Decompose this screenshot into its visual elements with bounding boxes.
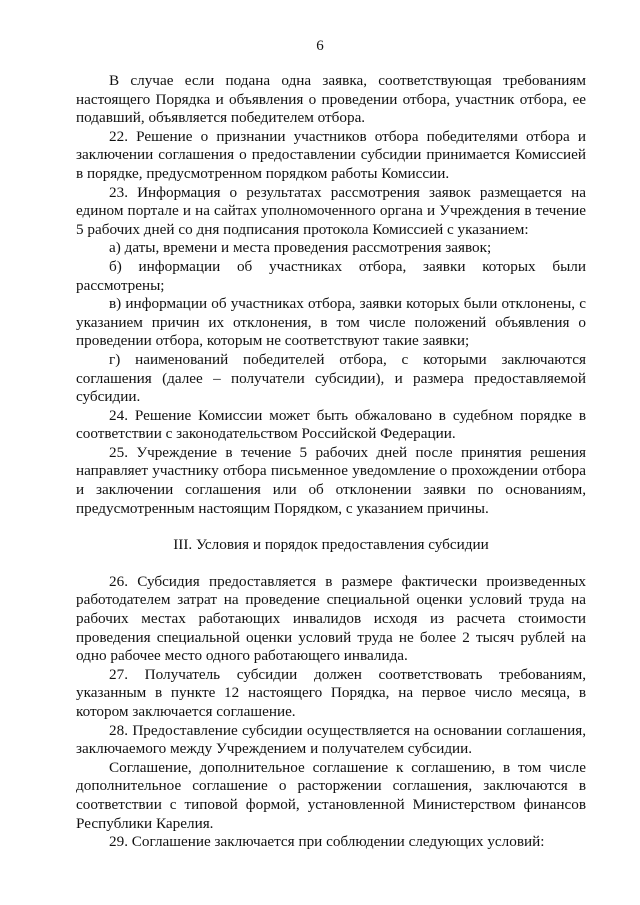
paragraph-23-item-v: в) информации об участниках отбора, заявки которых были отклонены, с указанием причин их отклонения, в том числе положений объявления о проведении отбора, которым не соответствуют такие заявки;	[76, 295, 586, 350]
paragraph-22: 22. Решение о признании участников отбора победителями отбора и заключении соглашения о предоставлении субсидии принимается Комиссией в порядке, предусмотренном порядком работы Комиссии.	[76, 127, 586, 182]
paragraph-23-item-g: г) наименований победителей отбора, с которыми заключаются соглашения (далее – получатели субсидии), и размера предоставляемой субсидии.	[76, 350, 586, 406]
page-number: 6	[316, 38, 324, 54]
paragraph-agreement: Соглашение, дополнительное соглашение к соглашению, в том числе дополнительное соглашение о расторжении соглашения, заключаются в соответствии с типовой формой, установленной Министерством финансов Республики Карелия.	[76, 758, 586, 832]
paragraph-26: 26. Субсидия предоставляется в размере фактически произведенных работодателем затрат на проведение специальной оценки условий труда на рабочих местах работающих инвалидов исходя из расчета стоимости проведения специальной оценки условий труда не более 2 тысяч рублей на одно рабочее место одного работающего инвалида.	[76, 572, 586, 665]
section-heading: III. Условия и порядок предоставления субсидии	[173, 536, 489, 554]
paragraph-27: 27. Получатель субсидии должен соответствовать требованиям, указанным в пункте 12 настоящего Порядка, на первое число месяца, в котором заключается соглашение.	[76, 665, 586, 720]
paragraph-23-item-b: б) информации об участниках отбора, заявки которых были рассмотрены;	[76, 257, 586, 294]
document-body	[76, 72, 586, 852]
paragraph-23-item-a: а) даты, времени и места проведения рассмотрения заявок;	[109, 239, 492, 257]
paragraph-single-application: В случае если подана одна заявка, соответствующая требованиям настоящего Порядка и объявления о проведении отбора, участник отбора, ее подавший, объявляется победителем отбора.	[76, 72, 586, 127]
paragraph-25: 25. Учреждение в течение 5 рабочих дней после принятия решения направляет участнику отбора письменное уведомление о прохождении отбора и заключении соглашения или об отклонении заявки по основаниям, предусмотренным настоящим Порядком, с указанием причины.	[76, 443, 586, 517]
paragraph-24: 24. Решение Комиссии может быть обжаловано в судебном порядке в соответствии с законодательством Российской Федерации.	[76, 406, 586, 443]
paragraph-29: 29. Соглашение заключается при соблюдении следующих условий:	[109, 833, 545, 851]
paragraph-23: 23. Информация о результатах рассмотрения заявок размещается на едином портале и на сайтах уполномоченного органа и Учреждения в течение 5 рабочих дней со дня подписания протокола Комиссией с указанием:	[76, 183, 586, 238]
paragraph-28: 28. Предоставление субсидии осуществляется на основании соглашения, заключаемого между Учреждением и получателем субсидии.	[76, 721, 586, 758]
